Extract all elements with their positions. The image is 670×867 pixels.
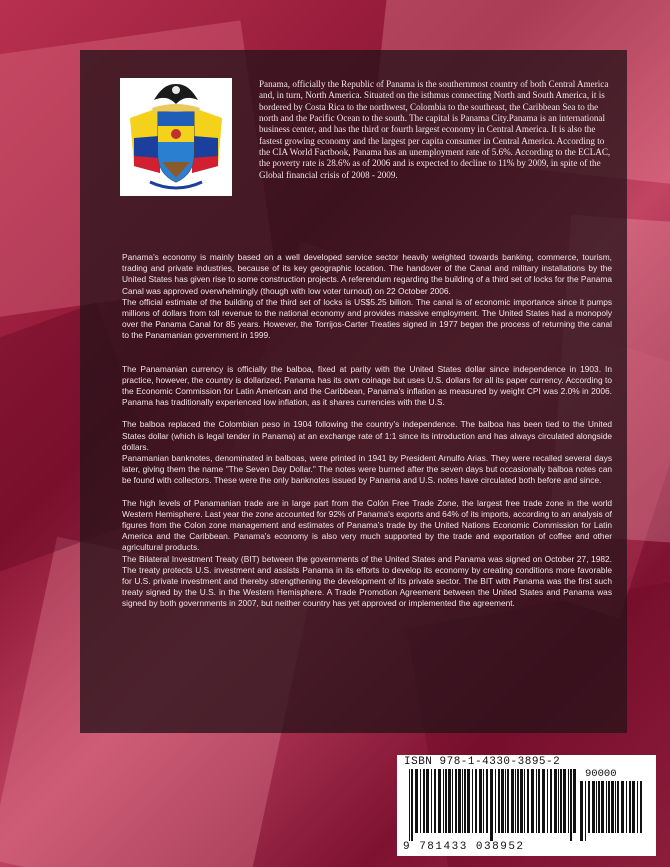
spacer bbox=[122, 487, 612, 498]
paragraph-bit: The Bilateral Investment Treaty (BIT) between the governments of the United States and Panama was signed on October 27, 1982. The treaty protects U.S. investment and assists Panama in its efforts to develop its economy by creating conditions more favorable for U.S. private investment and thereby strengthening the development of its private sector. The BIT with Panama was the first such treaty signed by the U.S. in the Western Hemisphere. A Trade Promotion Agreement between the United States and Panama was signed by both governments in 2007, but neither country has yet approved or implemented the agreement. bbox=[122, 553, 612, 609]
coat-of-arms-image bbox=[120, 78, 232, 196]
paragraph-locks: The official estimate of the building of the third set of locks is US$5.25 billion. The canal is of economic importance since it pumps millions of dollars from toll revenue to the national economy and provides massive employment. The United States had a monopoly over the Panama Canal for 85 years. However, the Torrijos-Carter Treaties signed in 1977 began the process of returning the canal to the Panamanian government in 1999. bbox=[122, 296, 612, 341]
price-code: 90000 bbox=[585, 768, 617, 780]
paragraph-banknotes: Panamanian banknotes, denominated in balboas, were printed in 1941 by President Arnulfo Arias. They were recalled several days later, giving them the name "The Seven Day Dollar." The notes were burned after the seven days but occasionally balboa notes can be found with collectors. These were the only banknotes issued by Panama and U.S. notes have circulated both before and since. bbox=[122, 453, 612, 486]
intro-paragraph: Panama, officially the Republic of Panama is the southernmost country of both Central America and, in turn, North America. Situated on the isthmus connecting North and South America, it is bordered by Costa Rica to the northwest, Colombia to the southeast, the Caribbean Sea to the north and the Pacific Ocean to the south. The capital is Panama City.Panama is an international business center, and has the third or fourth largest economy in Central America. It is also the fastest growing economy and the largest per capita consumer in Central America. According to the CIA World Factbook, Panama has an unemployment rate of 5.6%. According to the ECLAC, the poverty rate is 28.6% as of 2006 and is expected to decline to 11% by 2009, in spite of the Global financial crisis of 2008 - 2009. bbox=[259, 79, 611, 180]
barcode-digits: 9 781433 038952 bbox=[403, 841, 525, 853]
paragraph-economy: Panama's economy is mainly based on a well developed service sector heavily weighted towards banking, commerce, tourism, trading and private industries, because of its key geographic location. The handover of the Canal and military installations by the United States has given rise to some construction projects. A referendum regarding the building of a third set of locks for the Panama Canal was approved overwhelmingly (though with low voter turnout) on 22 October 2006. bbox=[122, 252, 612, 296]
paragraph-currency: The Panamanian currency is officially the balboa, fixed at parity with the United States dollar since independence in 1903. In practice, however, the country is dollarized; Panama has its own coinage but uses U.S. dollars for all its paper currency. According to the Economic Commission for Latin American and the Caribbean, Panama's inflation as measured by weight CPI was 2.0% in 2006. Panama has traditionally experienced low inflation, as it shares currencies with the U.S. bbox=[122, 363, 612, 408]
paragraph-balboa: The balboa replaced the Colombian peso in 1904 following the country's independence. The balboa has been tied to the United States dollar (which is legal tender in Panama) at an exchange rate of 1:1 since its introduction and has always circulated alongside dollars. bbox=[122, 419, 612, 452]
spacer bbox=[122, 408, 612, 419]
barcode-bars bbox=[409, 769, 577, 841]
spacer bbox=[122, 353, 612, 364]
price-barcode-bars bbox=[580, 781, 644, 841]
paragraph-trade: The high levels of Panamanian trade are in large part from the Colón Free Trade Zone, the largest free trade zone in the world Western Hemisphere. Last year the zone accounted for 92% of Panama's exports and 64% of its imports, according to an analysis of figures from the Colon zone management and estimates of Panama's trade by the United Nations Economic Commission for Latin America and the Caribbean. Panama's economy is also very much supported by the trade and exportation of coffee and other agricultural products. bbox=[122, 497, 612, 553]
isbn-label: ISBN 978-1-4330-3895-2 bbox=[404, 756, 561, 768]
spacer bbox=[122, 342, 612, 353]
isbn-barcode bbox=[397, 755, 656, 856]
main-body-text bbox=[122, 252, 612, 610]
